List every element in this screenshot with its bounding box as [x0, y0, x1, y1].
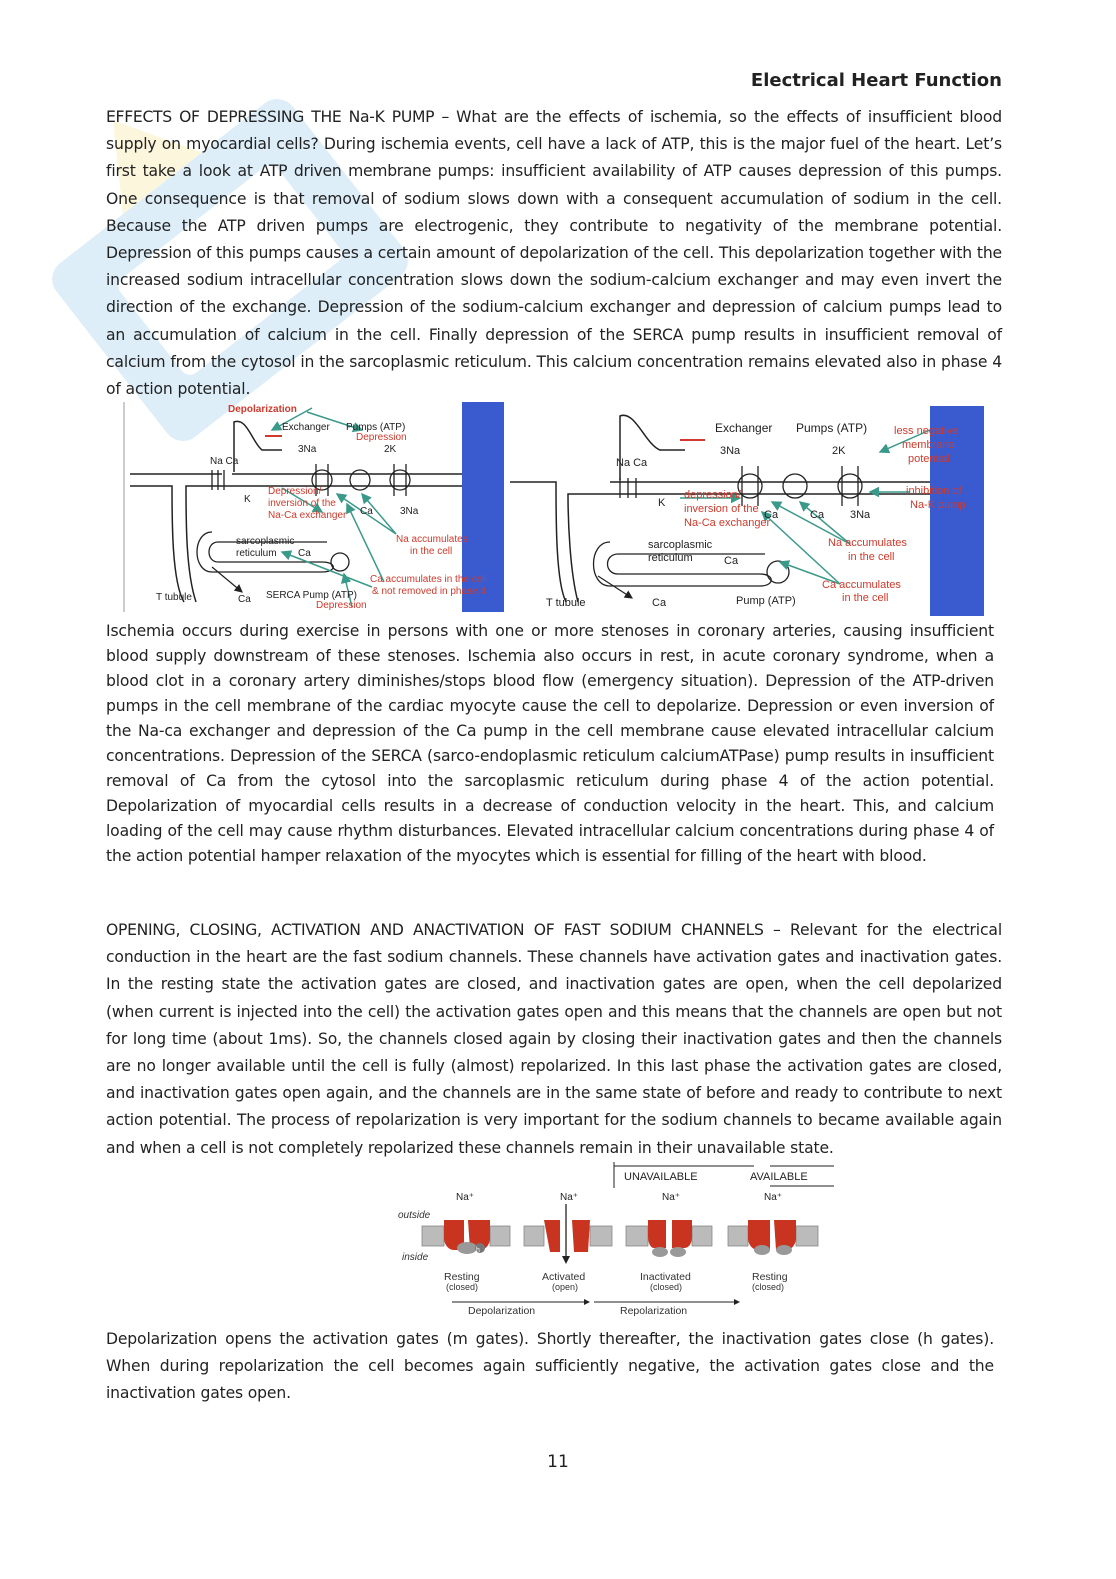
- label-ca-sr: Ca: [298, 548, 311, 559]
- label-3na-b-r: 3Na: [850, 509, 871, 521]
- section-fast-sodium-channels: [106, 917, 1002, 1162]
- label-inhibition: inhibition of: [906, 485, 962, 497]
- label-k-r: K: [658, 497, 666, 509]
- label-available: AVAILABLE: [750, 1171, 808, 1183]
- keyword-atp-pumps: ATP driven membrane pumps: [259, 162, 490, 181]
- label-na-acc2-r: in the cell: [848, 551, 895, 563]
- label-dep-r: depression/: [684, 489, 741, 501]
- label-depolarization-fig2: Depolarization: [468, 1305, 536, 1317]
- figure-sodium-channel-states: [392, 1160, 838, 1322]
- label-depolarization: Depolarization: [228, 404, 297, 415]
- label-t-tubule-r: T tubule: [546, 597, 586, 609]
- label-reticulum: reticulum: [236, 548, 277, 559]
- label-na: Na⁺: [764, 1192, 783, 1203]
- channel-resting-2: [748, 1192, 796, 1255]
- paragraph-ischemia: Ischemia occurs during exercise in persons with one or more stenoses in coronary arteries, causing insufficient blood supply downstream of these stenoses. Ischemia also occurs in rest, in acute coronary syndrome, when a blood clot in a coronary artery diminishes/stops blood flow (emergency situation). Depression of the ATP-driven pumps in the cell membrane of the cardiac myocyte cause the cell to depolarize. Depression or even inversion of the Na-ca exchanger and depression of the Ca pump in the cell membrane cause elevated intracellular calcium concentrations. Depression of the SERCA (sarco-endoplasmic reticulum calciumATPase) pump results in insufficient removal of Ca from the cytosol into the sarcoplasmic reticulum during phase 4 of the action potential. Depolarization of myocardial cells results in a decrease of conduction velocity in the heart. This, and calcium loading of the cell may cause rhythm disturbances. Elevated intracellular calcium concentrations during phase 4 of the action potential hamper relaxation of the myocytes which is essential for filling of the heart with blood.: [106, 622, 994, 865]
- label-3na-r: 3Na: [720, 445, 741, 457]
- label-na-acc-r: Na accumulates: [828, 537, 907, 549]
- label-pumps-atp: Pumps (ATP): [346, 422, 406, 433]
- label-dep-inv3: Na-Ca exchanger: [268, 510, 347, 521]
- label-inv-r: inversion of the: [684, 503, 759, 515]
- label-pump-atp-r: Pump (ATP): [736, 595, 796, 607]
- label-k: K: [244, 494, 251, 505]
- state-label-1: Activated: [542, 1271, 586, 1283]
- label-ca-out: Ca: [238, 594, 251, 605]
- label-dep-inv: Depression/: [268, 486, 322, 497]
- text-run: , so the effects of insufficient blood supply on myocardial cells? During ischemia events, cell have a lack of ATP, this is the major fuel of the heart. Let’s first take a look at: [106, 108, 1002, 181]
- label-naca-r: Na Ca: [616, 457, 648, 469]
- state-sub-2: (closed): [650, 1282, 683, 1292]
- state-sub-0: (closed): [446, 1282, 479, 1292]
- label-ca-small-r: Ca: [764, 509, 779, 521]
- page-header-title: Electrical Heart Function: [750, 70, 1002, 91]
- label-ca-out-r: Ca: [652, 597, 667, 609]
- section-effects-na-k-pump: [106, 104, 1002, 403]
- text-run: What are the effects of: [456, 108, 650, 126]
- label-reticulum-r: reticulum: [648, 552, 693, 564]
- page-number: 11: [547, 1452, 569, 1472]
- paragraph-gates: Depolarization opens the activation gates (m gates). Shortly thereafter, the inactivation gates close (h gates). When during repolarization the cell becomes again sufficiently negative, the activation gates close and the inactivation gates open.: [106, 1330, 994, 1403]
- label-ca-r: Ca: [810, 509, 825, 521]
- label-repolarization-fig2: Repolarization: [620, 1305, 688, 1317]
- label-2k: 2K: [384, 444, 397, 455]
- figure-ischemia-pumps: [122, 402, 984, 616]
- label-less-neg: less negative: [894, 425, 959, 437]
- label-exchanger-r: Exchanger: [715, 421, 773, 435]
- label-outside: outside: [398, 1210, 431, 1221]
- label-na-acc: Na accumulates: [396, 534, 468, 545]
- label-depression2: Depression: [316, 600, 367, 611]
- label-depression: Depression: [356, 432, 407, 443]
- state-label-0: Resting: [444, 1271, 480, 1283]
- label-ca-sr-r: Ca: [724, 555, 739, 567]
- label-membrane: membrane: [902, 439, 955, 451]
- blue-bar-right: [930, 406, 984, 616]
- label-ca-acc-r: Ca accumulates: [822, 579, 901, 591]
- label-unavailable: UNAVAILABLE: [624, 1171, 698, 1183]
- label-nak-pump: Na-K pump: [910, 499, 966, 511]
- label-ca: Ca: [360, 506, 373, 517]
- state-label-2: Inactivated: [640, 1271, 691, 1283]
- label-na: Na⁺: [662, 1192, 681, 1203]
- channel-inactivated: [648, 1192, 692, 1257]
- text-run: Relevant for the electrical conduction in the heart are the fast sodium channels. These channels have activation gates and inactivation gates. In the resting state the activation gates are closed, and inactivation gates are open, when the cell depolarized (when current is injected into the cell) the activation gates open and this means that the channels are open but not for long time (about 1ms). So, the channels closed again by closing their inactivation gates and then the channels are no longer available until the cell is fully (almost) repolarized. In this last phase the activation gates are closed, and inactivation gates open again, and the channels are in the same state of before and ready to contribute to next action potential. The process of repolarization is very important for the sodium channels to became available again and when a cell is not completely repolarized these channels remain in their unavailable state.: [106, 921, 1002, 1157]
- label-exch-r: Na-Ca exchanger: [684, 517, 771, 529]
- text-run: : insufficient availability of ATP causes depression of this pumps. One consequence is that removal of sodium slows down with a consequent accumulation of sodium in the cell. Because the ATP driven pumps are electrogenic, they contribute to negativity of the membrane potential. Depression of this pumps causes a certain amount of depolarization of the cell. This depolarization together with the increased sodium intracellular concentration slows down the sodium-calcium exchanger and may even invert the direction of the exchange. Depression of the sodium-calcium exchanger and depression of calcium pumps lead to an accumulation of calcium in the cell. Finally depression of the SERCA pump results in insufficient removal of calcium from the cytosol in the sarcoplasmic reticulum. This calcium concentration remains elevated also in phase 4 of action potential.: [106, 162, 1002, 399]
- label-not-removed: & not removed in phase 4: [372, 586, 486, 597]
- label-serca: SERCA Pump (ATP): [266, 590, 357, 601]
- label-na-acc2: in the cell: [410, 546, 453, 557]
- right-panel: [510, 406, 984, 616]
- state-label-3: Resting: [752, 1271, 788, 1283]
- label-inside: inside: [402, 1252, 429, 1263]
- section-heading: EFFECTS OF DEPRESSING THE Na-K PUMP –: [106, 108, 457, 126]
- label-ca-acc2-r: in the cell: [842, 592, 889, 604]
- label-potential: potential: [908, 453, 950, 465]
- label-t-tubule: T tubule: [156, 592, 192, 603]
- label-naca: Na Ca: [210, 456, 239, 467]
- label-na: Na⁺: [560, 1192, 579, 1203]
- label-pumps-r: Pumps (ATP): [796, 421, 868, 435]
- channel-resting-1: [444, 1192, 490, 1254]
- state-sub-3: (closed): [752, 1282, 785, 1292]
- channel-activated: [544, 1192, 590, 1264]
- keyword-ischemia: ischemia: [649, 108, 718, 126]
- label-h: h: [476, 1247, 480, 1254]
- label-sarco-r: sarcoplasmic: [648, 539, 713, 551]
- label-3na: 3Na: [298, 444, 317, 455]
- label-na: Na⁺: [456, 1192, 475, 1203]
- section-heading: OPENING, CLOSING, ACTIVATION AND ANACTIVATION OF FAST SODIUM CHANNELS –: [106, 921, 790, 939]
- label-exchanger: Exchanger: [282, 422, 330, 433]
- label-sarco: sarcoplasmic: [236, 536, 295, 547]
- label-ca-acc: Ca accumulates in the cell: [370, 574, 487, 585]
- state-sub-1: (open): [552, 1282, 579, 1292]
- left-panel: [124, 402, 504, 612]
- label-dep-inv2: inversion of the: [268, 498, 336, 509]
- label-2k-r: 2K: [832, 445, 846, 457]
- label-3na-b: 3Na: [400, 506, 419, 517]
